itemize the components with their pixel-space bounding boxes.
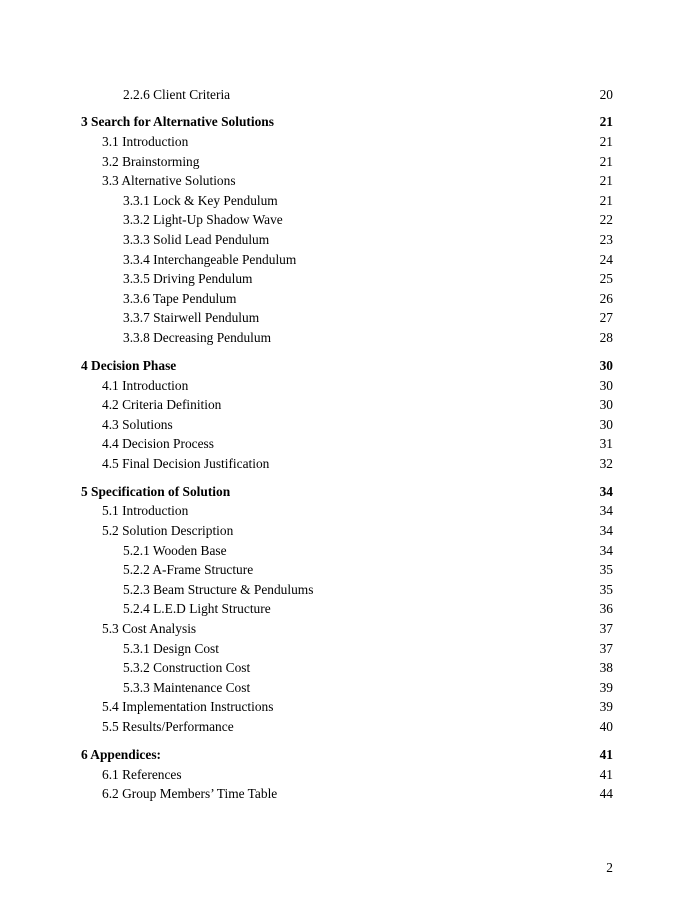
toc-entry-page: 21 [599,173,613,189]
toc-entry [0,395,695,415]
toc-entry-title: 3.3.6 Tape Pendulum [123,290,237,306]
toc-entry-page: 34 [599,542,613,558]
toc-entry-title: 3.2 Brainstorming [102,153,200,169]
toc-entry [0,697,695,717]
toc-entry-page: 36 [599,601,613,617]
toc-entry [0,191,695,211]
toc-entry-page: 39 [599,679,613,695]
toc-entry [0,639,695,659]
toc-entry-page: 30 [599,377,613,393]
toc-entry-page: 32 [599,455,613,471]
toc-entry-title: 5.3.2 Construction Cost [123,660,251,676]
toc-entry-title: 5.5 Results/Performance [102,719,234,734]
toc-entry [0,171,695,191]
toc-entry-page: 37 [599,640,613,656]
toc-entry-title: 5.2.2 A-Frame Structure [123,562,254,578]
toc-entry [0,132,695,152]
toc-entry [0,328,695,348]
toc-entry-page: 40 [599,719,613,734]
toc-entry-page: 35 [599,581,613,597]
toc-entry [0,308,695,328]
toc-entry-title: 4.4 Decision Process [102,436,214,452]
toc-entry [0,521,695,541]
toc-entry-title: 5.2.3 Beam Structure & Pendulums [123,581,314,597]
toc-entry-page: 38 [599,660,613,676]
toc-entry [0,289,695,309]
toc-entry-page: 30 [599,357,613,373]
toc-entry-page: 20 [599,86,613,102]
toc-entry-title: 3.1 Introduction [102,134,189,149]
toc-entry-title: 3.3.2 Light-Up Shadow Wave [123,212,283,228]
toc-entry-page: 21 [599,114,613,130]
toc-entry-title: 4.5 Final Decision Justification [102,455,270,471]
toc-entry [0,560,695,580]
toc-entry-page: 21 [599,153,613,169]
toc-entry [0,230,695,250]
toc-entry-page: 41 [599,746,613,762]
toc-entry-title: 5.4 Implementation Instructions [102,699,274,715]
toc-entry [0,678,695,698]
toc-entry [0,784,695,804]
toc-entry-title: 5.3.3 Maintenance Cost [123,679,251,695]
toc-entry-title: 5.1 Introduction [102,503,189,519]
toc-entry-title: 4.2 Criteria Definition [102,397,222,413]
toc-entry-title: 3.3.7 Stairwell Pendulum [123,310,260,326]
toc-entry-page: 31 [599,436,613,452]
toc-entry-page: 25 [599,271,613,287]
toc-entry-page: 41 [599,766,613,782]
toc-entry-title: 6.2 Group Members’ Time Table [102,786,278,802]
toc-entry-page: 21 [599,192,613,208]
toc-entry-page: 39 [599,699,613,715]
toc-section-heading [0,482,695,502]
toc-entry [0,454,695,474]
toc-entry-title: 5 Specification of Solution [81,483,231,499]
toc-entry [0,765,695,785]
toc-entry [0,580,695,600]
toc-entry-title: 4 Decision Phase [81,357,177,373]
toc-entry-page: 23 [599,232,613,247]
toc-entry-page: 44 [599,786,613,802]
toc-entry-title: 5.2 Solution Description [102,523,234,538]
toc-entry-title: 6 Appendices: [81,746,161,762]
toc-entry-page: 34 [599,523,613,538]
toc-entry [0,85,695,105]
toc-entry-page: 35 [599,562,613,578]
toc-entry [0,250,695,270]
toc-entry-title: 3.3.8 Decreasing Pendulum [123,330,272,345]
toc-entry-title: 4.1 Introduction [102,377,189,393]
toc-entry-page: 30 [599,397,613,413]
toc-entry-page: 21 [599,134,613,149]
toc-entry-title: 5.3 Cost Analysis [102,621,197,636]
toc-entry-title: 5.3.1 Design Cost [123,640,219,656]
toc-entry-title: 3 Search for Alternative Solutions [81,114,274,130]
toc-entry-page: 22 [599,212,613,228]
toc-entry [0,717,695,737]
toc-entry [0,501,695,521]
toc-entry [0,599,695,619]
toc-section-heading [0,112,695,132]
toc-entry-page: 27 [599,310,613,326]
toc-entry-title: 5.2.4 L.E.D Light Structure [123,601,271,617]
toc-entry-title: 3.3.4 Interchangeable Pendulum [123,251,297,267]
toc-entry-page: 37 [599,621,613,636]
toc-entry-title: 3.3.5 Driving Pendulum [123,271,253,287]
toc-entry [0,434,695,454]
toc-entry-title: 6.1 References [102,766,182,782]
toc-section-heading [0,745,695,765]
toc-entry-page: 28 [599,330,613,345]
toc-entry [0,619,695,639]
toc-entry-page: 34 [599,503,613,519]
toc-entry-page: 34 [599,483,613,499]
toc-entry-title: 3.3.3 Solid Lead Pendulum [123,232,270,247]
toc-entry-title: 4.3 Solutions [102,416,173,432]
toc-entry [0,541,695,561]
page-number: 2 [606,860,613,875]
toc-entry [0,658,695,678]
toc-entry-title: 5.2.1 Wooden Base [123,542,227,558]
toc-entry [0,152,695,172]
toc-entry [0,415,695,435]
toc-entry-page: 24 [599,251,613,267]
toc-entry-page: 30 [599,416,613,432]
toc-entry-title: 2.2.6 Client Criteria [123,86,231,102]
toc-entry-title: 3.3 Alternative Solutions [102,173,236,189]
toc-entry [0,210,695,230]
toc-entry-page: 26 [599,290,613,306]
toc-entry [0,376,695,396]
toc-section-heading [0,356,695,376]
toc-entry-title: 3.3.1 Lock & Key Pendulum [123,192,278,208]
toc-entry [0,269,695,289]
